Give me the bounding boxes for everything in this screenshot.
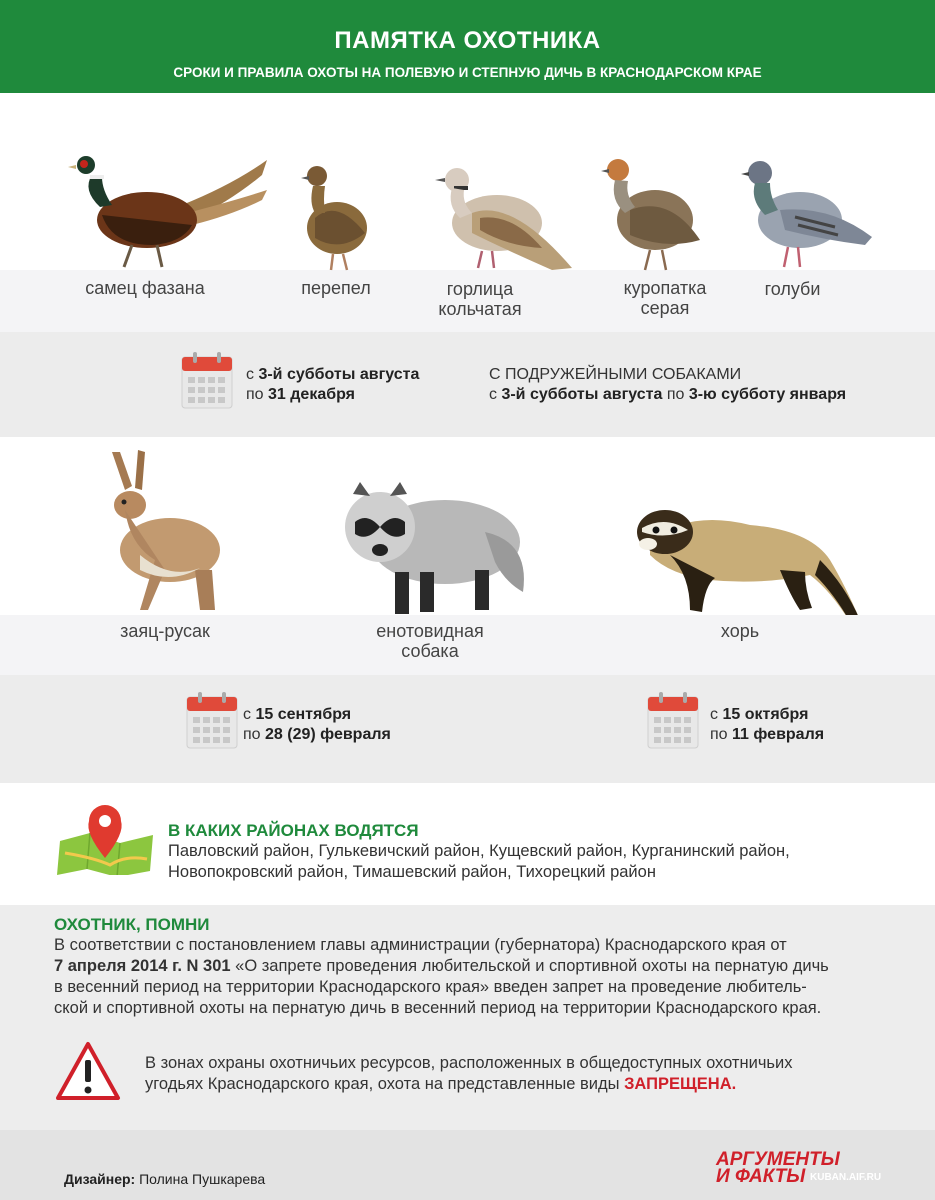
bird-label-grey-partridge: куропатка серая xyxy=(623,278,707,318)
polecat-season-text: с 15 октября по 11 февраля xyxy=(710,706,825,743)
pheasant-image xyxy=(62,145,272,275)
header-banner xyxy=(0,0,935,93)
warning-icon xyxy=(55,1040,121,1102)
calendar-icon xyxy=(186,691,238,749)
map-pin-icon xyxy=(55,803,157,875)
raccoon-dog-image xyxy=(335,482,530,617)
remember-title: ОХОТНИК, ПОМНИ xyxy=(54,915,210,934)
birds-season-text: с 3-й субботы августа по 31 декабря xyxy=(246,366,420,403)
hare-image xyxy=(100,450,225,615)
districts-title: В КАКИХ РАЙОНАХ ВОДЯТСЯ xyxy=(168,821,419,840)
remember-text: В соответствии с постановлением главы администрации (губернатора) Краснодарского края от 7 апреля 2014 г. N 301 «О запрете проведения любительской и спортивной охоты на пернатую дичь в весенний период на территории Краснодарского края» введен запрет на проведение любитель- ской и спортивной охоты на пернатую дичь в весенний период на территории Краснодарского края. xyxy=(54,936,829,1017)
mammal-label-polecat: хорь xyxy=(720,621,760,641)
quail-image xyxy=(295,158,380,276)
grey-partridge-image xyxy=(600,155,705,275)
polecat-image xyxy=(630,500,865,625)
collared-dove-image xyxy=(432,158,582,278)
districts-list: Павловский район, Гулькевичский район, Кущевский район, Курганинский район, Новопокровский район, Тимашевский район, Тихорецкий район xyxy=(168,842,790,881)
site-url: KUBAN.AIF.RU xyxy=(810,1172,882,1183)
bird-label-pheasant: самец фазана xyxy=(85,278,205,298)
birds-season-dogs-text: С ПОДРУЖЕЙНЫМИ СОБАКАМИ с 3-й субботы августа по 3-ю субботу января xyxy=(489,366,847,403)
mammal-label-raccoon-dog: енотовидная собака xyxy=(376,621,484,661)
warning-text: В зонах охраны охотничьих ресурсов, расположенных в общедоступных охотничьих угодьях Краснодарского края, охота на представленные виды ЗАПРЕЩЕНА. xyxy=(145,1054,793,1093)
aif-logo: АРГУМЕНТЫ И ФАКТЫ xyxy=(716,1149,840,1187)
pigeon-image xyxy=(740,155,875,275)
bird-label-quail: перепел xyxy=(301,278,371,298)
hare-raccoon-season-text: с 15 сентября по 28 (29) февраля xyxy=(243,706,391,743)
bird-label-collared-dove: горлица кольчатая xyxy=(438,279,522,319)
designer-credit: Дизайнер: Полина Пушкарева xyxy=(64,1171,266,1187)
mammal-label-hare: заяц-русак xyxy=(120,621,210,641)
calendar-icon xyxy=(647,691,699,749)
page-subtitle: СРОКИ И ПРАВИЛА ОХОТЫ НА ПОЛЕВУЮ И СТЕПНУЮ ДИЧЬ В КРАСНОДАРСКОМ КРАЕ xyxy=(173,65,762,80)
bird-label-pigeons: голуби xyxy=(764,279,821,299)
calendar-icon xyxy=(181,351,233,409)
page-title: ПАМЯТКА ОХОТНИКА xyxy=(334,27,601,54)
